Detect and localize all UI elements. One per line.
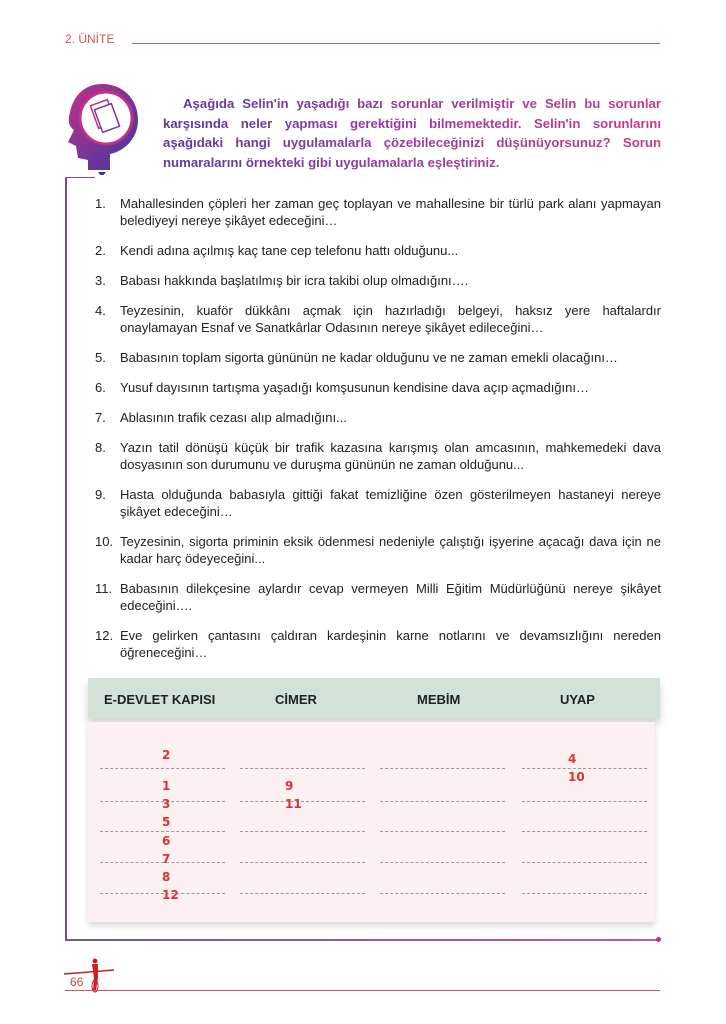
answer-number: 2 [162,748,171,762]
unit-label: 2. ÜNİTE [65,32,115,46]
item-text: Yusuf dayısının tartışma yaşadığı komşusunun kendisine dava açıp açmadığını… [120,380,589,395]
answer-table-body [88,722,655,922]
answer-line[interactable] [522,801,647,802]
answer-number: 8 [162,870,171,884]
list-item [95,379,661,396]
list-item [95,349,661,366]
list-item [95,409,661,426]
item-number: 3. [95,273,106,288]
list-item [95,439,661,473]
list-item [95,580,661,614]
item-text: Babası hakkında başlatılmış bir icra takibi olup olmadığını…. [120,273,469,288]
column-header-uyap: UYAP [560,692,595,707]
item-text: Kendi adına açılmış kaç tane cep telefonu hattı olduğunu... [120,243,459,258]
frame-line [65,177,95,178]
item-number: 6. [95,380,106,395]
frame-dot [656,937,661,942]
answer-number: 11 [285,797,302,811]
list-item [95,627,661,661]
answer-line[interactable] [240,893,365,894]
list-item [95,533,661,567]
item-text: Ablasının trafik cezası alıp almadığını... [120,410,347,425]
answer-number: 5 [162,815,171,829]
answer-line[interactable] [522,768,647,769]
answer-number: 10 [568,770,585,784]
item-text: Hasta olduğunda babasıyla gittiği fakat temizliğine özen gösterilmeyen hastaneyi nereye şikâyet edeceğini… [120,487,661,519]
item-number: 11. [95,581,113,596]
answer-line[interactable] [240,801,365,802]
item-text: Babasının toplam sigorta gününün ne kadar olduğunu ve ne zaman emekli olacağını… [120,350,618,365]
head-documents-icon [62,80,142,175]
list-item [95,242,661,259]
table-header [88,678,660,718]
item-text: Teyzesinin, kuaför dükkânı açmak için hazırladığı belgeyi, haksız yere haftalardır onaylamayan Esnaf ve Sanatkârlar Odasının nereye şikâyet edileceğini… [120,303,661,335]
answer-line[interactable] [380,831,505,832]
answer-line[interactable] [240,768,365,769]
list-item [95,195,661,229]
answer-line[interactable] [522,831,647,832]
answer-number: 3 [162,797,171,811]
answer-line[interactable] [240,831,365,832]
answer-line[interactable] [100,831,225,832]
item-number: 8. [95,440,106,455]
answer-number: 4 [568,752,577,766]
item-number: 12. [95,628,114,643]
answer-line[interactable] [100,768,225,769]
frame-bottom-line [65,939,659,941]
list-item [95,272,661,289]
answer-line[interactable] [380,801,505,802]
item-number: 4. [95,303,106,318]
answer-number: 12 [162,888,179,902]
footer-divider [65,990,660,991]
answer-line[interactable] [522,893,647,894]
answer-number: 7 [162,852,171,866]
answer-line[interactable] [380,862,505,863]
answer-number: 6 [162,834,171,848]
item-number: 5. [95,350,106,365]
frame-line [65,177,67,941]
item-number: 10. [95,534,114,549]
answer-line[interactable] [380,768,505,769]
page-number: 66 [70,975,84,989]
answer-line[interactable] [522,862,647,863]
answer-number: 9 [285,779,294,793]
column-header-mebim: MEBİM [417,692,461,707]
item-number: 1. [95,196,106,211]
item-text: Mahallesinden çöpleri her zaman geç toplayan ve mahallesine bir türlü park alanı yapmayan belediyeyi nereye şikâyet edeceğini… [120,196,661,228]
list-item [95,302,661,336]
column-header-edevlet: E-DEVLET KAPISI [104,692,216,707]
problem-list [95,195,661,674]
item-text: Yazın tatil dönüşü küçük bir trafik kazasına karışmış olan amcasının, mahkemedeki dava dosyasının son durumunu ve duruşma gününün ne zaman olduğunu... [120,440,661,472]
column-header-cimer: CİMER [275,692,317,707]
item-text: Eve gelirken çantasını çaldıran kardeşinin karne notlarını ve devamsızlığını nereden öğreneceğini… [120,628,661,660]
item-text: Babasının dilekçesine aylardır cevap vermeyen Milli Eğitim Müdürlüğünü nereye şikâyet edeceğini…. [120,581,661,613]
list-item [95,486,661,520]
item-text: Teyzesinin, sigorta priminin eksik ödenmesi nedeniyle çalıştığı işyerine açacağı dava için ne kadar harç ödeyeceğini... [120,534,661,566]
instructions-text: Aşağıda Selin'in yaşadığı bazı sorunlar verilmiştir ve Selin bu sorunlar karşısında neler yapması gerektiğini bilmemektedir. Selin'in sorunlarını aşağıdaki hangi uygulamalarla çözebileceğinizi düşünüyorsunuz? Sorun numaralarını örnekteki gibi uygulamalarla eşleştiriniz. [163,94,661,172]
item-number: 7. [95,410,106,425]
item-number: 2. [95,243,106,258]
answer-line[interactable] [240,862,365,863]
answer-number: 1 [162,779,171,793]
item-number: 9. [95,487,106,502]
answer-line[interactable] [380,893,505,894]
header-divider [132,43,660,44]
